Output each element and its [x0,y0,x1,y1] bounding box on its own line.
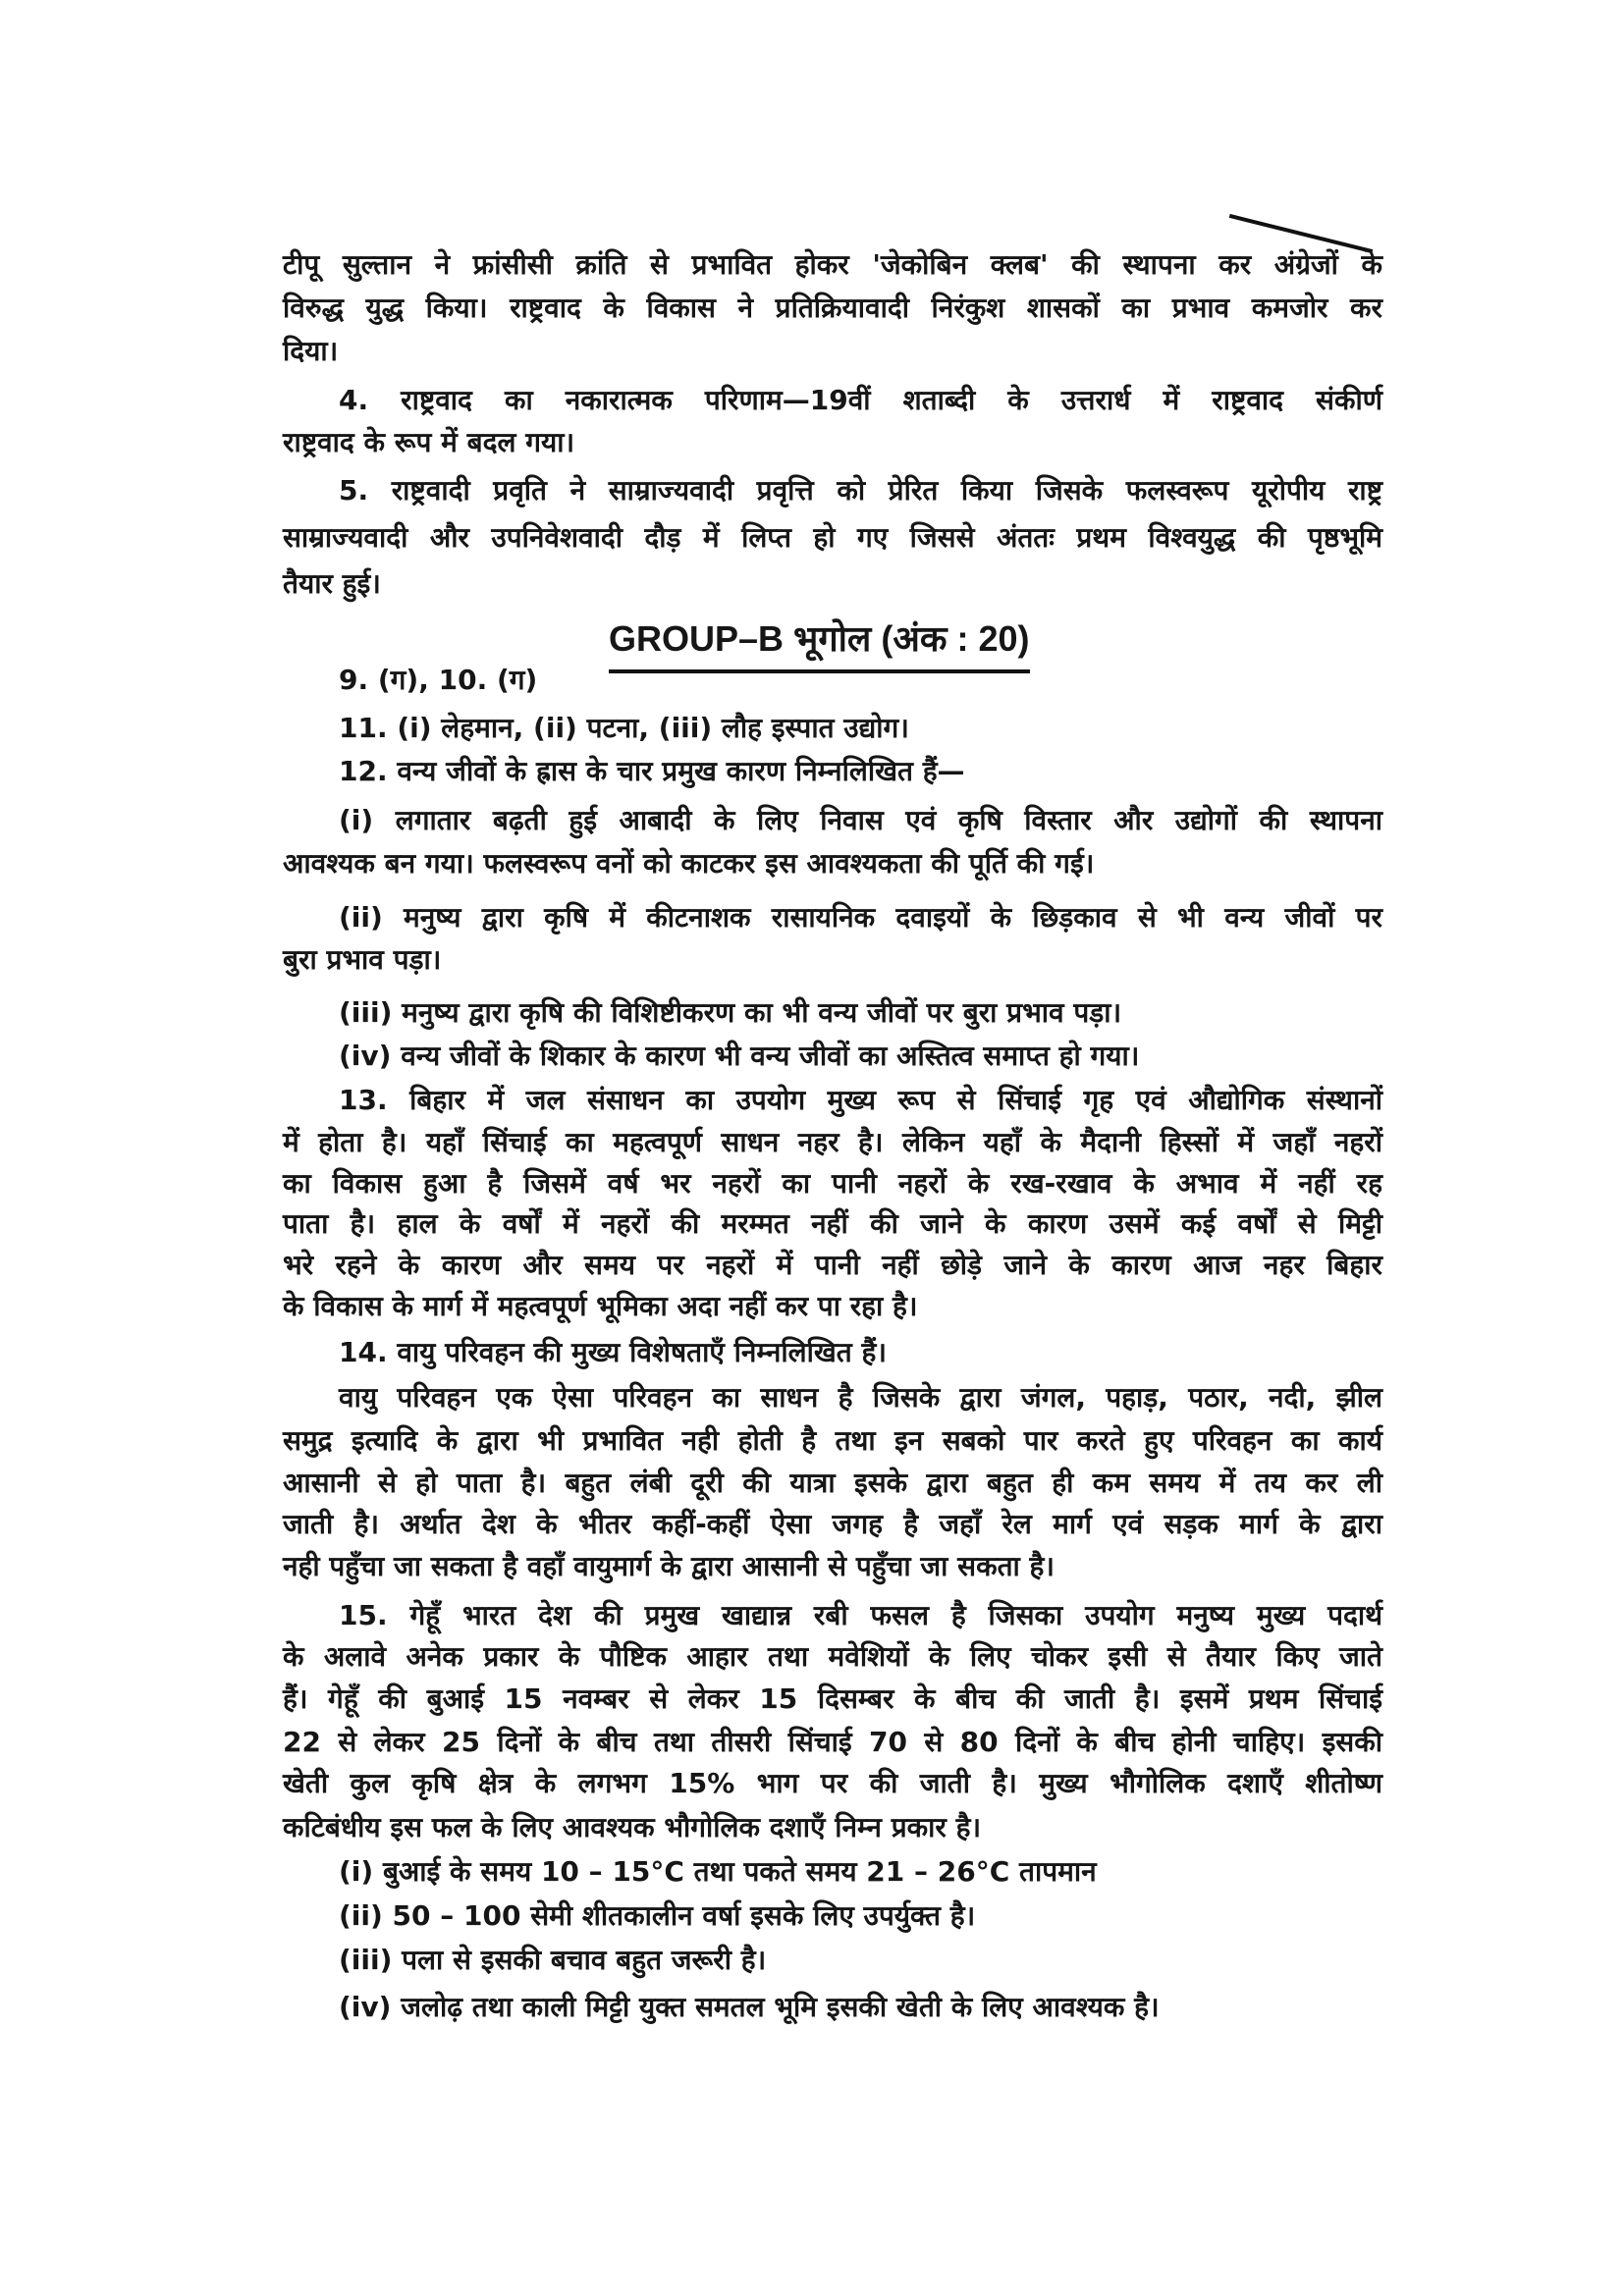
answer-line: के अलावे अनेक प्रकार के पौष्टिक आहार तथा मवेशियों के लिए चोकर इसी से तैयार किए जाते [283,1640,1382,1673]
text-line: साम्राज्यवादी और उपनिवेशवादी दौड़ में लिप्त हो गए जिससे अंततः प्रथम विश्वयुद्ध की पृष्ठभूमि [283,521,1382,554]
answer-line: वायु परिवहन एक ऐसा परिवहन का साधन है जिसके द्वारा जंगल, पहाड़, पठार, नदी, झील [339,1381,1382,1414]
answer-line: (iv) वन्य जीवों के शिकार के कारण भी वन्य जीवों का अस्तित्व समाप्त हो गया। [339,1040,1140,1072]
text-line: 4. राष्ट्रवाद का नकारात्मक परिणाम—19वीं शताब्दी के उत्तरार्ध में राष्ट्रवाद संकीर्ण [339,384,1382,416]
answer-line: पाता है। हाल के वर्षों में नहरों की मरम्मत नहीं की जाने के कारण उसमें कई वर्षों से मिट्टी [283,1207,1382,1240]
text-line: तैयार हुई। [283,567,381,600]
answer-line: भरे रहने के कारण और समय पर नहरों में पानी नहीं छोड़े जाने के कारण आज नहर बिहार [283,1249,1382,1281]
section-title: GROUP–B भूगोल (अंक : 20) [609,614,1030,673]
text-line: राष्ट्रवाद के रूप में बदल गया। [283,426,575,458]
answer-line: कटिबंधीय इस फल के लिए आवश्यक भौगोलिक दशाएँ निम्न प्रकार है। [283,1811,982,1843]
answer-line: 13. बिहार में जल संसाधन का उपयोग मुख्य रूप से सिंचाई गृह एवं औद्योगिक संस्थानों [339,1084,1382,1116]
answer-line: 9. (ग), 10. (ग) [339,664,538,696]
answer-line: हैं। गेहूँ की बुआई 15 नवम्बर से लेकर 15 दिसम्बर के बीच की जाती है। इसमें प्रथम सिंचाई [283,1682,1382,1715]
text-line: विरुद्ध युद्ध किया। राष्ट्रवाद के विकास ने प्रतिक्रियावादी निरंकुश शासकों का प्रभाव कमजोर कर [283,292,1382,324]
answer-line: (iv) जलोढ़ तथा काली मिट्टी युक्त समतल भूमि इसकी खेती के लिए आवश्यक है। [339,1991,1160,2023]
text-line: 5. राष्ट्रवादी प्रवृति ने साम्राज्यवादी प्रवृत्ति को प्रेरित किया जिसके फलस्वरूप यूरोपीय राष्ट्र [339,474,1382,507]
answer-line: आसानी से हो पाता है। बहुत लंबी दूरी की यात्रा इसके द्वारा बहुत ही कम समय में तय कर ली [283,1467,1382,1499]
answer-line: (iii) पला से इसकी बचाव बहुत जरूरी है। [339,1944,767,1976]
answer-line: (ii) 50 – 100 सेमी शीतकालीन वर्षा इसके लिए उपर्युक्त है। [339,1899,976,1932]
answer-line: 11. (i) लेहमान, (ii) पटना, (iii) लौह इस्पात उद्योग। [339,712,909,744]
answer-line: (i) बुआई के समय 10 – 15°C तथा पकते समय 21 – 26°C तापमान [339,1855,1097,1888]
answer-line: नही पहुँचा जा सकता है वहाँ वायुमार्ग के द्वारा आसानी से पहुँचा जा सकता है। [283,1550,1056,1582]
answer-line: (ii) मनुष्य द्वारा कृषि में कीटनाशक रासायनिक दवाइयों के छिड़काव से भी वन्य जीवों पर [339,901,1382,934]
answer-line: (iii) मनुष्य द्वारा कृषि की विशिष्टीकरण का भी वन्य जीवों पर बुरा प्रभाव पड़ा। [339,996,1122,1029]
answer-line: (i) लगातार बढ़ती हुई आबादी के लिए निवास एवं कृषि विस्तार और उद्योगों की स्थापना [339,804,1382,836]
text-line: टीपू सुल्तान ने फ्रांसीसी क्रांति से प्रभावित होकर 'जेकोबिन क्लब' की स्थापना कर अंग्रेजों के [283,248,1382,281]
answer-line: 15. गेहूँ भारत देश की प्रमुख खाद्यान्न रबी फसल है जिसका उपयोग मनुष्य मुख्य पदार्थ [339,1599,1382,1631]
answer-line: में होता है। यहाँ सिंचाई का महत्वपूर्ण साधन नहर है। लेकिन यहाँ के मैदानी हिस्सों में जहाँ नहरों [283,1126,1382,1158]
answer-line: खेती कुल कृषि क्षेत्र के लगभग 15% भाग पर की जाती है। मुख्य भौगोलिक दशाएँ शीतोष्ण [283,1767,1382,1799]
answer-line: 22 से लेकर 25 दिनों के बीच तथा तीसरी सिंचाई 70 से 80 दिनों के बीच होनी चाहिए। इसकी [283,1726,1382,1758]
answer-line: 12. वन्य जीवों के ह्रास के चार प्रमुख कारण निम्नलिखित हैं— [339,755,965,787]
answer-line: का विकास हुआ है जिसमें वर्ष भर नहरों का पानी नहरों के रख-रखाव के अभाव में नहीं रह [283,1167,1382,1200]
answer-line: 14. वायु परिवहन की मुख्य विशेषताएँ निम्नलिखित हैं। [339,1336,887,1368]
answer-line: समुद्र इत्यादि के द्वारा भी प्रभावित नही होती है तथा इन सबको पार करते हुए परिवहन का कार्य [283,1424,1382,1457]
answer-line: आवश्यक बन गया। फलस्वरूप वनों को काटकर इस आवश्यकता की पूर्ति की गई। [283,847,1095,880]
answer-line: जाती है। अर्थात देश के भीतर कहीं-कहीं ऐसा जगह है जहाँ रेल मार्ग एवं सड़क मार्ग के द्वारा [283,1508,1382,1540]
text-line: दिया। [283,335,339,367]
answer-line: के विकास के मार्ग में महत्वपूर्ण भूमिका अदा नहीं कर पा रहा है। [283,1290,918,1322]
answer-line: बुरा प्रभाव पड़ा। [283,943,442,976]
